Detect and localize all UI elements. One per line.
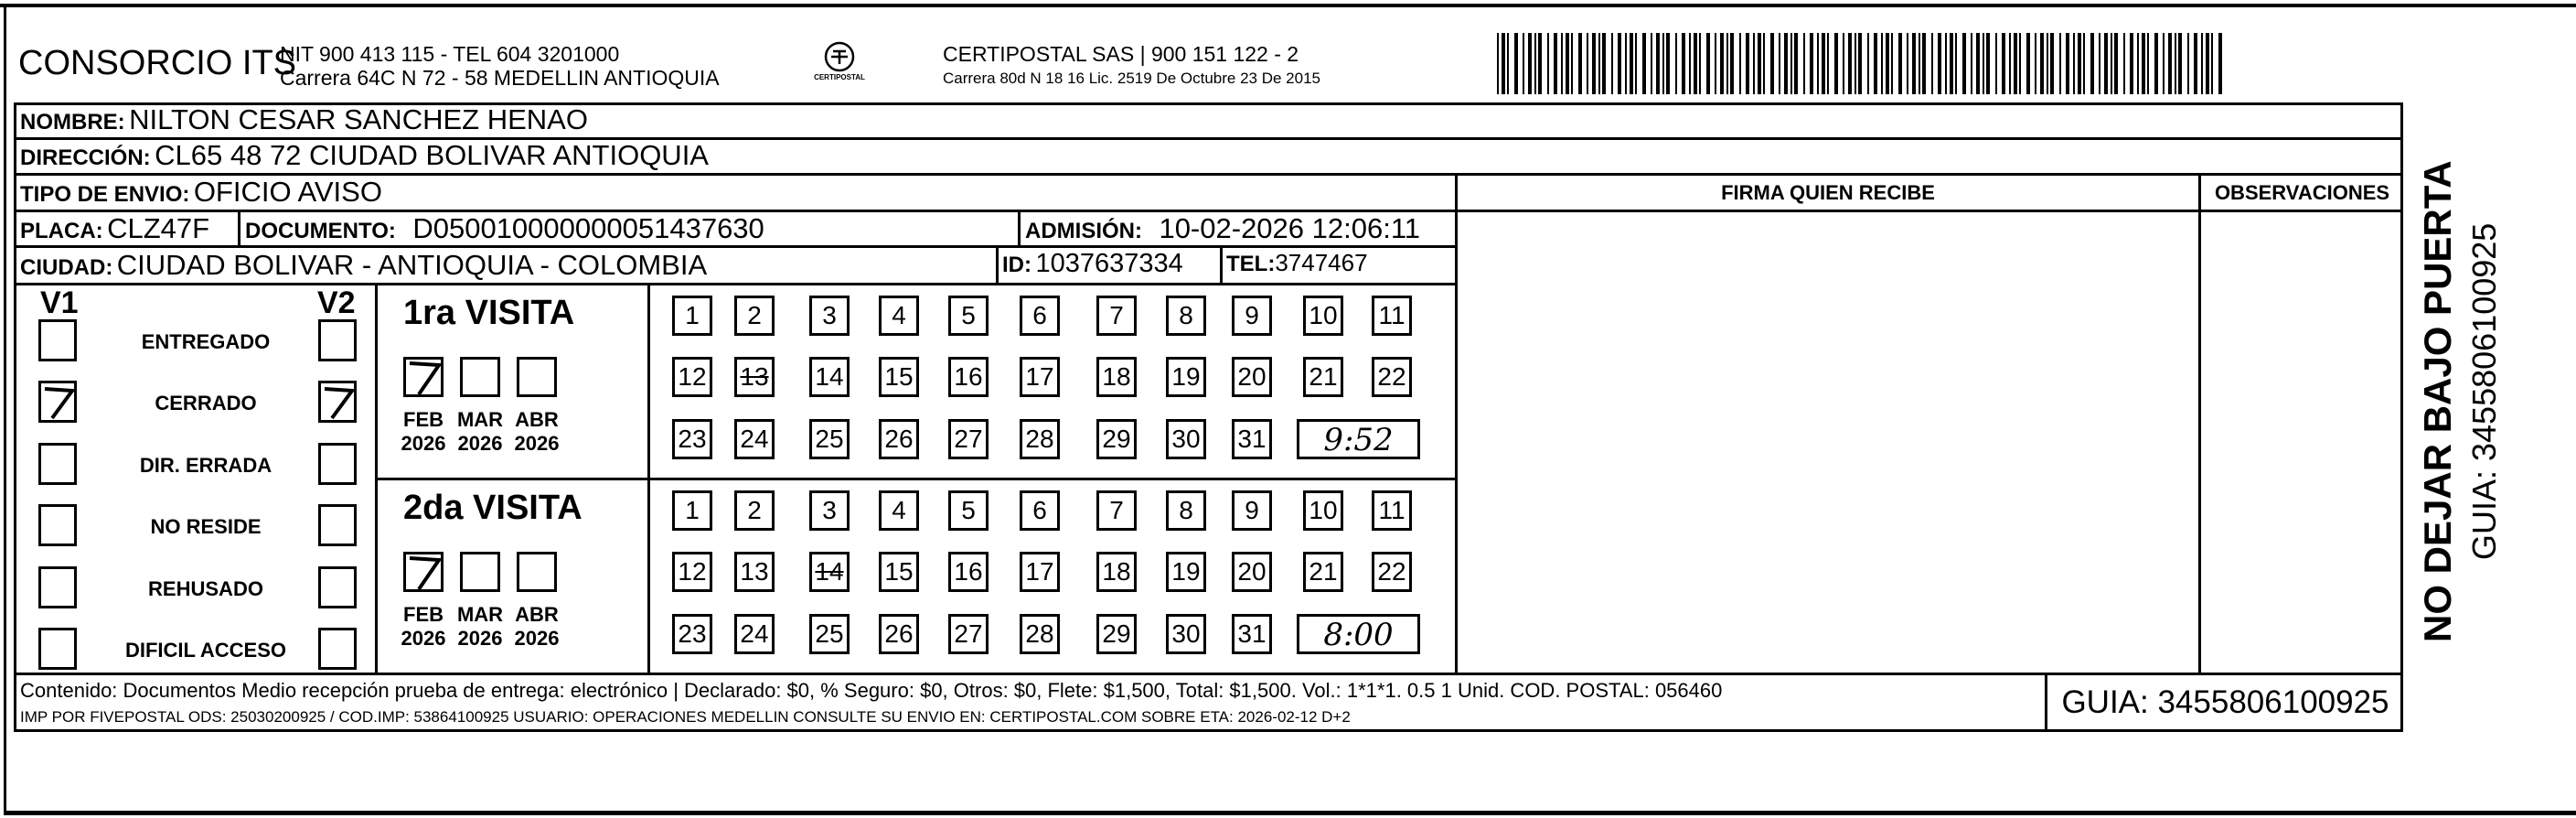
day-box[interactable]: 10: [1303, 296, 1343, 336]
tipo-label: TIPO DE ENVIO:: [20, 182, 190, 207]
month-checkbox[interactable]: [460, 552, 500, 592]
day-box[interactable]: 11: [1372, 296, 1412, 336]
barcode-bar: [1528, 33, 1532, 94]
barcode-bar: [1922, 33, 1926, 94]
v2-checkbox[interactable]: [318, 319, 357, 361]
barcode-bar: [1514, 33, 1518, 94]
barcode-bar: [1682, 33, 1685, 94]
barcode-bar: [1694, 33, 1697, 94]
certipostal-line: CERTIPOSTAL SAS | 900 151 122 - 2: [943, 42, 1299, 66]
day-box[interactable]: 29: [1096, 419, 1137, 459]
day-box[interactable]: 24: [734, 419, 775, 459]
day-box[interactable]: 13: [734, 357, 775, 397]
footer-contenido: Contenido: Documentos Medio recepción prueba de entrega: electrónico | Declarado: $0, % Seguro: $0, Otros: $0, Flete: $1,500, Total: $1,500. Vol.: 1*1*1. 0.5 1 Unid. COD. POSTAL: 056460: [20, 679, 1723, 702]
month-year: 2026: [514, 432, 560, 455]
barcode-bar: [1561, 33, 1563, 94]
day-box[interactable]: 21: [1303, 357, 1343, 397]
col-divider: [238, 210, 240, 246]
v2-checkbox[interactable]: [318, 566, 357, 608]
ciudad-label: CIUDAD:: [20, 255, 113, 280]
barcode-bar: [1779, 33, 1780, 94]
day-box[interactable]: 9: [1232, 490, 1272, 531]
v1-checkbox[interactable]: [38, 566, 77, 608]
day-box[interactable]: 31: [1232, 614, 1272, 654]
id-value: 1037637334: [1035, 249, 1183, 278]
barcode-bar: [1739, 33, 1741, 94]
day-box[interactable]: 22: [1372, 357, 1412, 397]
barcode-bar: [2206, 33, 2209, 94]
barcode-bar: [1976, 33, 1980, 94]
day-box[interactable]: 30: [1166, 614, 1206, 654]
barcode-bar: [1817, 33, 1819, 94]
v1-checkbox[interactable]: [38, 504, 77, 546]
day-box[interactable]: 7: [1096, 490, 1137, 531]
row-divider: [1455, 210, 2403, 212]
month-label: [396, 408, 451, 456]
barcode-bar: [1554, 33, 1557, 94]
col-divider: [1018, 210, 1021, 246]
month-year: 2026: [457, 432, 503, 455]
month-label: [453, 603, 508, 651]
row-divider: [14, 245, 1457, 248]
barcode-bar: [2073, 33, 2075, 94]
barcode-bar: [1898, 33, 1902, 94]
day-box[interactable]: 26: [879, 614, 919, 654]
observaciones-label: OBSERVACIONES: [2214, 181, 2390, 204]
day-box[interactable]: 2: [734, 490, 775, 531]
v2-checkbox[interactable]: [318, 628, 357, 670]
status-option-label: DIR. ERRADA: [139, 454, 273, 477]
certipostal-address: Carrera 80d N 18 16 Lic. 2519 De Octubre 23 De 2015: [943, 70, 1320, 87]
col-divider: [2198, 173, 2201, 673]
barcode-bar: [2002, 33, 2005, 94]
direccion-row: [20, 139, 709, 172]
day-box[interactable]: 19: [1166, 357, 1206, 397]
placa-label: PLACA:: [20, 219, 103, 243]
barcode-bar: [2059, 33, 2061, 94]
nombre-label: NOMBRE:: [20, 110, 125, 135]
ciudad-cell: [20, 249, 707, 282]
barcode-bar: [2178, 33, 2182, 94]
v1-checkbox[interactable]: [38, 319, 77, 361]
v1-heading: V1: [40, 285, 79, 320]
barcode-bar: [1874, 33, 1877, 94]
day-box[interactable]: 3: [809, 490, 850, 531]
day-box[interactable]: 20: [1232, 357, 1272, 397]
barcode-bar: [1547, 33, 1549, 94]
barcode-bar: [2099, 33, 2100, 94]
day-box[interactable]: 2: [734, 296, 775, 336]
month-label: [509, 603, 564, 651]
barcode-bar: [1886, 33, 1889, 94]
side-guia: GUIA: 3455806100925: [2465, 222, 2503, 560]
day-box[interactable]: 10: [1303, 490, 1343, 531]
day-box[interactable]: 16: [948, 552, 989, 592]
month-name: MAR: [456, 408, 504, 431]
barcode-bar: [2050, 33, 2054, 94]
barcode-bar: [1881, 33, 1883, 94]
barcode-bar: [1502, 33, 1505, 94]
day-box[interactable]: 21: [1303, 552, 1343, 592]
visit-time[interactable]: 9:52: [1297, 419, 1420, 459]
bottom-border: [4, 811, 2576, 815]
barcode-bar: [1931, 33, 1933, 94]
barcode-bar: [1746, 33, 1749, 94]
nombre-value: NILTON CESAR SANCHEZ HENAO: [129, 103, 588, 135]
barcode-bar: [1630, 33, 1633, 94]
admision-value: 10-02-2026 12:06:11: [1159, 212, 1421, 244]
ciudad-value: CIUDAD BOLIVAR - ANTIOQUIA - COLOMBIA: [116, 249, 708, 281]
day-box[interactable]: 16: [948, 357, 989, 397]
barcode-bar: [2019, 33, 2021, 94]
status-option-label: DIFICIL ACCESO: [124, 639, 286, 662]
left-border: [4, 4, 6, 814]
company-name: CONSORCIO ITS: [18, 44, 297, 82]
barcode-bar: [1618, 33, 1621, 94]
barcode-bar: [1770, 33, 1774, 94]
day-box[interactable]: 11: [1372, 490, 1412, 531]
barcode-bar: [1642, 33, 1646, 94]
barcode-bar: [1858, 33, 1862, 94]
barcode-bar: [1651, 33, 1652, 94]
barcode-bar: [1726, 33, 1728, 94]
month-year: 2026: [514, 627, 560, 650]
month-label: [453, 408, 508, 456]
nit-line: NIT 900 413 115 - TEL 604 3201000: [280, 42, 620, 66]
barcode-bar: [2026, 33, 2030, 94]
day-box[interactable]: 4: [879, 490, 919, 531]
barcode-bar: [1753, 33, 1755, 94]
documento-label: DOCUMENTO:: [245, 219, 396, 243]
day-box[interactable]: 29: [1096, 614, 1137, 654]
day-box[interactable]: 27: [948, 614, 989, 654]
col-divider: [1455, 173, 1458, 673]
status-option-label: NO RESIDE: [150, 515, 262, 538]
barcode-bar: [1730, 33, 1734, 94]
barcode-bar: [1962, 33, 1966, 94]
day-box[interactable]: 24: [734, 614, 775, 654]
day-box[interactable]: 5: [948, 296, 989, 336]
month-name: ABR: [515, 408, 559, 431]
barcode-bar: [1763, 33, 1765, 94]
month-checkbox[interactable]: [403, 357, 444, 397]
day-box[interactable]: 22: [1372, 552, 1412, 592]
day-box[interactable]: 14: [809, 357, 850, 397]
barcode-bar: [1822, 33, 1825, 94]
visit-title: 2da VISITA: [403, 489, 583, 527]
v1-checkbox[interactable]: [38, 443, 77, 485]
day-box[interactable]: 17: [1020, 552, 1060, 592]
day-box[interactable]: 23: [672, 614, 712, 654]
v2-heading: V2: [317, 285, 356, 320]
barcode-bar: [1538, 33, 1542, 94]
day-box[interactable]: 5: [948, 490, 989, 531]
check-mark-icon: [321, 383, 358, 422]
month-name: FEB: [403, 603, 444, 626]
documento-cell: [245, 212, 764, 245]
barcode-bar: [2083, 33, 2085, 94]
barcode-bar: [1497, 33, 1499, 94]
barcode-bar: [1587, 33, 1588, 94]
tel-label: TEL:: [1226, 252, 1276, 276]
barcode-bar: [2078, 33, 2081, 94]
side-warning: NO DEJAR BAJO PUERTA: [2416, 160, 2459, 642]
month-name: FEB: [403, 408, 444, 431]
barcode-bar: [1803, 33, 1805, 94]
barcode-bar: [2014, 33, 2017, 94]
barcode-bar: [1662, 33, 1664, 94]
footer-imp: IMP POR FIVEPOSTAL ODS: 25030200925 / COD.IMP: 53864100925 USUARIO: OPERACIONES MEDELLIN CONSULTE SU ENVIO EN: CERTIPOSTAL.COM SOBRE ETA: 2026-02-12 D+2: [20, 708, 1351, 726]
day-box[interactable]: 19: [1166, 552, 1206, 592]
barcode-bar: [1938, 33, 1941, 94]
barcode-bar: [1675, 33, 1677, 94]
barcode-bar: [1843, 33, 1844, 94]
day-box[interactable]: 30: [1166, 419, 1206, 459]
tel-value: 3747467: [1275, 249, 1368, 276]
barcode-bar: [1689, 33, 1691, 94]
barcode-bar: [1912, 33, 1916, 94]
id-cell: [1002, 249, 1183, 279]
placa-value: CLZ47F: [107, 212, 210, 244]
row-divider: [14, 283, 1457, 285]
status-option-label: REHUSADO: [148, 577, 263, 600]
day-box[interactable]: 17: [1020, 357, 1060, 397]
barcode-bar: [2187, 33, 2189, 94]
id-label: ID:: [1002, 253, 1031, 277]
barcode-bar: [2175, 33, 2176, 94]
barcode-bar: [1810, 33, 1813, 94]
day-box[interactable]: 8: [1166, 296, 1206, 336]
barcode-bar: [2201, 33, 2203, 94]
barcode-bar: [1784, 33, 1788, 94]
barcode-bar: [1592, 33, 1596, 94]
barcode-bar: [1571, 33, 1573, 94]
month-year: 2026: [401, 627, 446, 650]
month-year: 2026: [457, 627, 503, 650]
day-box[interactable]: 4: [879, 296, 919, 336]
barcode-bar: [1720, 33, 1724, 94]
check-mark-icon: [406, 360, 443, 396]
barcode-bar: [1578, 33, 1582, 94]
day-box[interactable]: 12: [672, 552, 712, 592]
barcode-bar: [1891, 33, 1893, 94]
barcode-bar: [1971, 33, 1972, 94]
barcode-bar: [2163, 33, 2164, 94]
month-checkbox[interactable]: [517, 357, 557, 397]
barcode-bar: [1758, 33, 1761, 94]
barcode-bar: [1523, 33, 1524, 94]
day-box[interactable]: 1: [672, 490, 712, 531]
month-label: [396, 603, 451, 651]
barcode-bar: [1848, 33, 1852, 94]
check-mark-icon: [406, 554, 443, 591]
col-divider: [647, 283, 650, 673]
barcode-bar: [1666, 33, 1670, 94]
company-address: Carrera 64C N 72 - 58 MEDELLIN ANTIOQUIA: [280, 66, 720, 90]
v2-checkbox[interactable]: [318, 443, 357, 485]
barcode-bar: [1983, 33, 1984, 94]
month-name: MAR: [456, 603, 504, 626]
tel-cell: [1226, 249, 1368, 277]
barcode-bar: [2154, 33, 2158, 94]
barcode-bar: [1950, 33, 1953, 94]
barcode-bar: [2090, 33, 2094, 94]
day-box[interactable]: 20: [1232, 552, 1272, 592]
visit-time[interactable]: 8:00: [1297, 614, 1420, 654]
tipo-row: [20, 176, 382, 209]
month-checkbox[interactable]: [517, 552, 557, 592]
visit-divider: [375, 478, 1455, 480]
day-box[interactable]: 3: [809, 296, 850, 336]
barcode-bar: [2009, 33, 2011, 94]
day-box[interactable]: 15: [879, 357, 919, 397]
day-box[interactable]: 8: [1166, 490, 1206, 531]
v1-checkbox[interactable]: [38, 381, 77, 423]
certipostal-logo: [812, 38, 867, 93]
month-name: ABR: [515, 603, 559, 626]
month-checkbox[interactable]: [403, 552, 444, 592]
barcode-bar: [1919, 33, 1920, 94]
barcode-bar: [2147, 33, 2149, 94]
barcode-bar: [1507, 33, 1509, 94]
barcode-bar: [2211, 33, 2213, 94]
barcode-bar: [2137, 33, 2139, 94]
day-box[interactable]: 15: [879, 552, 919, 592]
day-box[interactable]: 28: [1020, 614, 1060, 654]
direccion-label: DIRECCIÓN:: [20, 145, 151, 170]
barcode-bar: [1827, 33, 1829, 94]
placa-cell: [20, 212, 209, 245]
barcode-bar: [2218, 33, 2222, 94]
month-year: 2026: [401, 432, 446, 455]
nombre-row: [20, 103, 588, 136]
tipo-value: OFICIO AVISO: [193, 176, 382, 208]
barcode-bar: [1855, 33, 1856, 94]
status-option-label: ENTREGADO: [141, 330, 271, 353]
day-box[interactable]: 23: [672, 419, 712, 459]
barcode-bar: [2111, 33, 2112, 94]
v2-checkbox[interactable]: [318, 381, 357, 423]
day-box[interactable]: 7: [1096, 296, 1137, 336]
barcode-bar: [1602, 33, 1606, 94]
day-box[interactable]: 14: [809, 552, 850, 592]
day-box[interactable]: 13: [734, 552, 775, 592]
logo-caption: CERTIPOSTAL: [814, 73, 865, 81]
barcode-bar: [1945, 33, 1947, 94]
top-border: [0, 4, 2576, 7]
barcode-bar: [1611, 33, 1613, 94]
documento-value: D050010000000051437630: [412, 212, 764, 244]
day-box[interactable]: 26: [879, 419, 919, 459]
barcode-bar: [1955, 33, 1957, 94]
barcode-bar: [1625, 33, 1627, 94]
day-box[interactable]: 6: [1020, 490, 1060, 531]
barcode-bar: [2142, 33, 2145, 94]
col-divider: [1220, 245, 1223, 283]
barcode: [1497, 33, 2222, 94]
day-box[interactable]: 18: [1096, 552, 1137, 592]
direccion-value: CL65 48 72 CIUDAD BOLIVAR ANTIOQUIA: [155, 139, 709, 171]
day-box[interactable]: 27: [948, 419, 989, 459]
barcode-bar: [2066, 33, 2069, 94]
barcode-bar: [1995, 33, 1997, 94]
barcode-bar: [1566, 33, 1569, 94]
day-box[interactable]: 1: [672, 296, 712, 336]
barcode-bar: [1534, 33, 1536, 94]
barcode-bar: [2194, 33, 2197, 94]
certipostal-logo-icon: [812, 38, 867, 93]
barcode-bar: [1907, 33, 1908, 94]
barcode-bar: [2035, 33, 2036, 94]
barcode-bar: [1635, 33, 1637, 94]
visit-title: 1ra VISITA: [403, 294, 575, 332]
barcode-bar: [2168, 33, 2172, 94]
day-box[interactable]: 6: [1020, 296, 1060, 336]
barcode-bar: [2130, 33, 2133, 94]
check-mark-icon: [41, 383, 78, 422]
day-box[interactable]: 12: [672, 357, 712, 397]
firma-label: FIRMA QUIEN RECIBE: [1721, 181, 1935, 204]
day-box[interactable]: 9: [1232, 296, 1272, 336]
barcode-bar: [1598, 33, 1600, 94]
barcode-bar: [2123, 33, 2125, 94]
day-box[interactable]: 18: [1096, 357, 1137, 397]
barcode-bar: [1790, 33, 1792, 94]
month-label: [509, 408, 564, 456]
status-option-label: CERRADO: [155, 392, 257, 414]
day-box[interactable]: 25: [809, 614, 850, 654]
barcode-bar: [1656, 33, 1660, 94]
barcode-bar: [1715, 33, 1716, 94]
barcode-bar: [1706, 33, 1710, 94]
month-checkbox[interactable]: [460, 357, 500, 397]
day-box[interactable]: 28: [1020, 419, 1060, 459]
barcode-bar: [1794, 33, 1798, 94]
barcode-bar: [2047, 33, 2048, 94]
barcode-bar: [2040, 33, 2044, 94]
admision-cell: [1025, 212, 1420, 245]
barcode-bar: [1986, 33, 1990, 94]
barcode-bar: [1834, 33, 1838, 94]
col-divider: [996, 245, 999, 283]
v1-checkbox[interactable]: [38, 628, 77, 670]
barcode-bar: [1867, 33, 1869, 94]
barcode-bar: [1699, 33, 1701, 94]
barcode-bar: [2114, 33, 2118, 94]
v2-checkbox[interactable]: [318, 504, 357, 546]
day-box[interactable]: 31: [1232, 419, 1272, 459]
barcode-bar: [2104, 33, 2108, 94]
day-box[interactable]: 25: [809, 419, 850, 459]
footer-guia: GUIA: 3455806100925: [2061, 684, 2389, 720]
admision-label: ADMISIÓN:: [1025, 219, 1142, 243]
